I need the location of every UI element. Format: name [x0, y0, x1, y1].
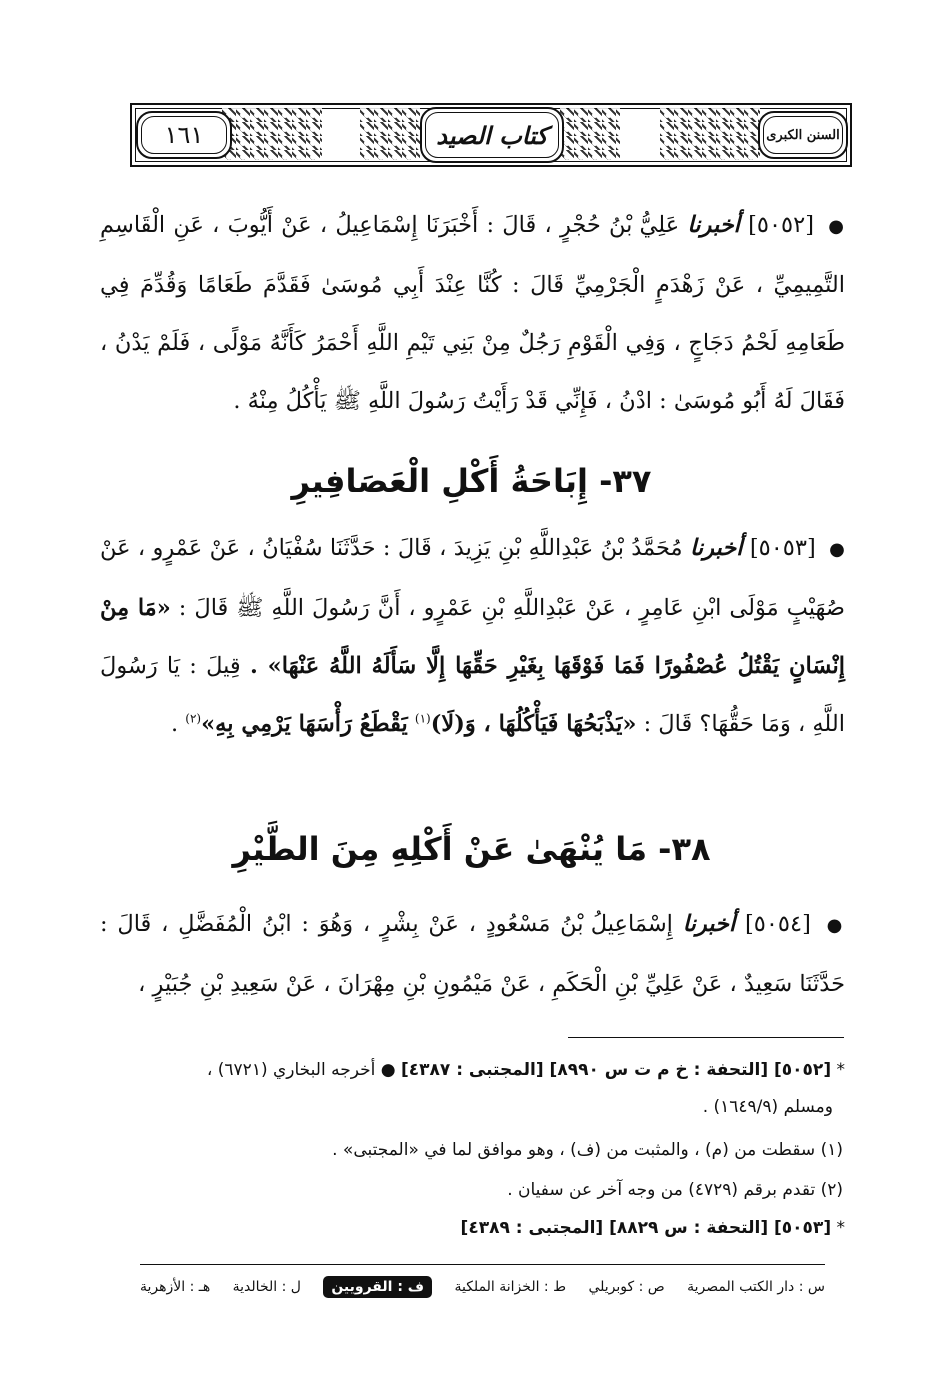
hadith-text: عَلِيُّ بْنُ حُجْرٍ ، قَالَ : أَخْبَرَنَا إِسْمَاعِيلُ ، عَنْ أَيُّوبَ ، عَنِ الْقَاسِمِ التَّمِيمِيِّ ، عَنْ زَهْدَمٍ الْجَرْمِيِّ قَالَ : كُنَّا عِنْدَ أَبِي مُوسَىٰ فَقَدَّمَ طَعَامًا وَقُدِّمَ فِي طَعَامِهِ لَحْمُ دَجَاجٍ ، وَفِي الْقَوْمِ رَجُلٌ مِنْ بَنِي تَيْمِ اللَّهِ أَحْمَرُ كَأَنَّهُ مَوْلًى ، فَلَمْ يَدْنُ ، فَقَالَ لَهُ أَبُو مُوسَىٰ : ادْنُ ، فَإِنِّي قَدْ رَأَيْتُ رَسُولَ اللَّهِ ﷺ يَأْكُلُ مِنْهُ . [100, 212, 845, 414]
asterisk: * [836, 1218, 845, 1238]
footnote-refs: [٥٠٥٣] [التحفة : س ٨٨٢٩] [المجتبى : ٤٣٨٩] [460, 1218, 832, 1238]
asterisk: * [836, 1060, 845, 1080]
footnote-1: (١) سقطت من (م) ، والمثبت من (ف) ، وهو موافق لما في «المجتبى» . [332, 1140, 843, 1160]
page-header [130, 103, 852, 167]
sigla-item: س : دار الكتب المصرية [687, 1279, 825, 1295]
sigla-item: ل : الخالدية [232, 1279, 301, 1295]
footnote-takhrij-cont: ومسلم (١٦٤٩/٩) . [702, 1097, 833, 1117]
footnote-2: (٢) تقدم برقم (٤٧٢٩) من وجه آخر عن سفيان . [507, 1180, 843, 1200]
title-cartouche [420, 107, 564, 163]
bullet: ● [829, 539, 846, 560]
hadith-text: قِيلَ : يَا رَسُولَ اللَّهِ ، وَمَا حَقُّهَا؟ قَالَ : [100, 653, 845, 737]
sigla-item: هـ : الأزهرية [140, 1279, 211, 1295]
hadith-paragraph [100, 895, 845, 1013]
footer-separator [140, 1264, 825, 1265]
page-number-cartouche [136, 111, 232, 159]
header-ornament-midleft [360, 108, 420, 160]
hadith-text: إِسْمَاعِيلُ بْنُ مَسْعُودٍ ، عَنْ بِشْرٍ ، وَهُوَ : ابْنُ الْمُفَضَّلِ ، قَالَ : حَدَّثَنَا سَعِيدٌ ، عَنْ عَلِيِّ بْنِ الْحَكَمِ ، عَنْ مَيْمُونِ بْنِ مِهْرَانَ ، عَنْ سَعِيدِ بْنِ جُبَيْرٍ ، [100, 911, 845, 997]
sigla-item-highlighted: ف : القرويين [323, 1276, 432, 1298]
footnote-separator [568, 1037, 844, 1038]
header-ornament-right [660, 108, 760, 160]
prophetic-saying: يَقْطَعُ رَأْسَهَا يَرْمِي بِهِ» [201, 711, 408, 737]
prophetic-saying: «مَا مِنْ إِنْسَانٍ يَقْتُلُ عُصْفُورًا فَمَا فَوْقَهَا بِغَيْرِ حَقِّهَا إِلَّا سَأَلَهُ اللَّهُ عَنْهَا» . [100, 595, 846, 679]
sentence-end: . [170, 711, 179, 737]
footnote-takhrij [100, 1218, 845, 1238]
hadith-number: [٥٠٥٢] [748, 212, 815, 238]
hadith-number: [٥٠٥٤] [744, 911, 811, 937]
bullet: ● [828, 216, 845, 237]
sigla-item: ص : كوبريلي [588, 1279, 665, 1295]
page-number: ١٦١ [164, 121, 204, 149]
akhbarana-label: أخبرنا [689, 535, 743, 561]
header-ornament-midright [560, 108, 620, 160]
hadith-paragraph [100, 519, 845, 753]
hadith-paragraph [100, 196, 845, 430]
header-ornament-left [222, 108, 322, 160]
book-logo-text: السنن الكبرى [766, 127, 840, 143]
section-heading: ٣٨- مَا يُنْهَىٰ عَنْ أَكْلِهِ مِنَ الطَّيْرِ [232, 830, 711, 868]
footnote-refs: [٥٠٥٢] [التحفة : خ م ت س ٨٩٩٠] [المجتبى : ٤٣٨٧] [400, 1060, 832, 1080]
book-logo [758, 111, 848, 159]
manuscript-sigla [140, 1272, 825, 1302]
bullet: ● [826, 915, 845, 936]
footnote-ref: (١) [414, 711, 431, 726]
footnote-ref: (٢) [185, 711, 202, 726]
akhbarana-label: أخبرنا [687, 212, 740, 238]
footnote-text: ● أخرجه البخاري (٦٧٢١) ، [206, 1060, 396, 1080]
sigla-item: ط : الخزانة الملكية [454, 1279, 567, 1295]
hadith-number: [٥٠٥٣] [749, 535, 816, 561]
prophetic-saying: «يَذْبَحُهَا فَيَأْكُلُهَا ، وَ(لَا) [430, 711, 637, 737]
chapter-title: كتاب الصيد [436, 120, 548, 150]
akhbarana-label: أخبرنا [682, 911, 736, 937]
hadith-text: مُحَمَّدُ بْنُ عَبْدِاللَّهِ بْنِ يَزِيدَ ، قَالَ : حَدَّثَنَا سُفْيَانُ ، عَنْ عَمْرٍو ، عَنْ صُهَيْبٍ مَوْلَى ابْنِ عَامِرٍ ، عَنْ عَبْدِاللَّهِ بْنِ عَمْرٍو ، أَنَّ رَسُولَ اللَّهِ ﷺ قَالَ : [100, 535, 846, 621]
footnote-takhrij [100, 1060, 845, 1080]
section-heading: ٣٧- إِبَاحَةُ أَكْلِ الْعَصَافِيرِ [291, 462, 652, 500]
